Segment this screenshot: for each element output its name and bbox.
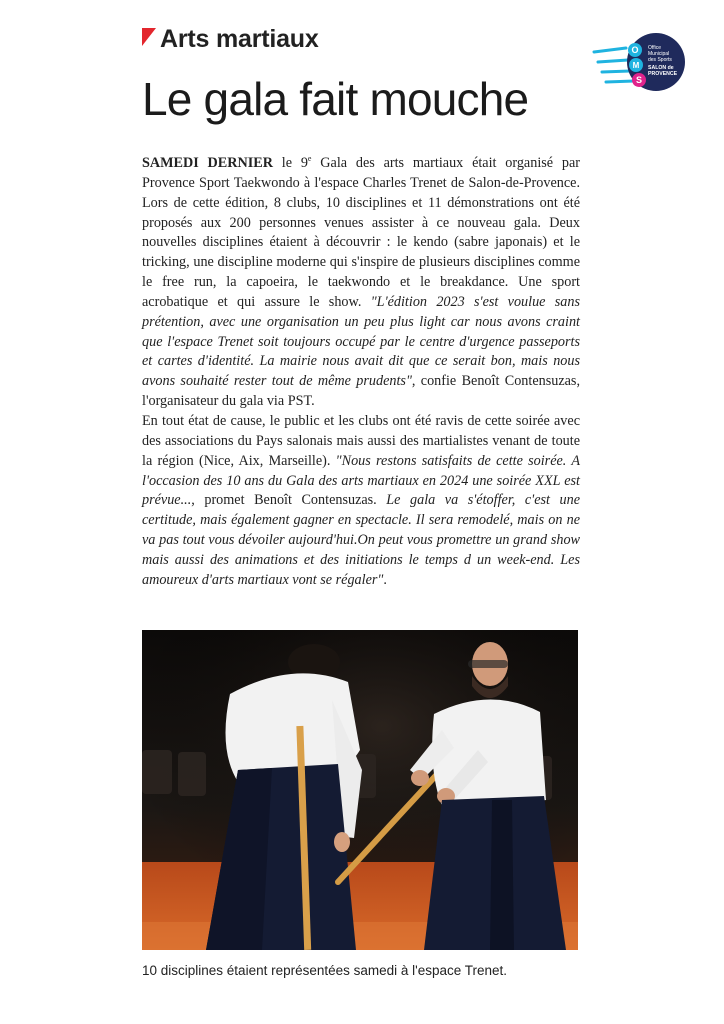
- logo-line-2: Municipal: [648, 51, 670, 57]
- photo-caption: 10 disciplines étaient représentées samedi à l'espace Trenet.: [142, 963, 508, 978]
- article-text: En tout état de cause, le public et les clubs ont été ravis de cette soirée avec des associations du Pays salonais mais aussi des martialistes venant de toute la région (Nice, Aix, Marseille).: [142, 412, 580, 469]
- article-quote: Le gala va s'étoffer, c'est une certitude, mais également gagner en spectacle. Il sera remodelé, mais on ne va pas tout vous dévoiler aujourd'hui.On peut vous promettre un grand show mais aussi des animations et des initiations le temps d un week-end. Les amoureux d'arts martiaux vont se régaler": [142, 492, 580, 588]
- article-quote: "L'édition 2023 s'est voulue sans prétention, avec une organisation un peu plus light car nous avons craint que l'espace Trenet soit toujours occupé par le centre d'urgence passeports et cartes d'identité. La mairie nous avait dit que ce serait bon, mais nous avons souhaité rester tout de même prudents": [142, 293, 581, 390]
- article-paragraph-1: [142, 154, 580, 412]
- logo-line-1: Office: [648, 45, 661, 51]
- section-header: [142, 24, 319, 54]
- logo-letter-m: M: [632, 61, 640, 70]
- oms-logo-graphic: [592, 30, 688, 94]
- logo-letter-s: S: [635, 75, 643, 85]
- section-marker-icon: [142, 28, 156, 46]
- article-text: le 9: [272, 155, 308, 171]
- photo-illustration: [142, 630, 578, 950]
- article-text: , confie Benoît Contensuzas, l'organisateur du gala via PST.: [142, 373, 580, 410]
- section-title: Arts martiaux: [160, 24, 319, 53]
- article-text: Gala des arts martiaux était organisé par Provence Sport Taekwondo à l'espace Charles Trenet de Salon-de-Provence. Lors de cette édition, 8 clubs, 10 disciplines et 11 démonstrations ont été proposés aux 200 personnes venues assister à ce nouveau gala. Deux nouvelles disciplines étaient à découvrir : le kendo (sabre japonais) et le tricking, une discipline moderne qui s'inspire de plusieurs disciplines comme le free run, la capoeira, le taekwondo et le breakdance. Une sport acrobatique et qui assure le show.: [142, 155, 580, 310]
- article-quote: "Nous restons satisfaits de cette soirée. A l'occasion des 10 ans du Gala des arts martiaux en 2024 une soirée XXL est prévue...: [142, 452, 580, 509]
- oms-logo: [592, 30, 688, 94]
- logo-line-4: SALON de: [648, 65, 674, 71]
- aikido-demonstration-photo: [142, 630, 578, 950]
- logo-line-3: des Sports: [648, 57, 672, 63]
- logo-letter-o: O: [631, 45, 639, 55]
- logo-line-5: PROVENCE: [648, 71, 678, 77]
- headline: Le gala fait mouche: [142, 73, 529, 125]
- article-text: .: [383, 571, 387, 588]
- article-body: [142, 154, 580, 591]
- article-text: , promet Benoît Contensuzas.: [191, 492, 387, 509]
- article-lead: SAMEDI DERNIER: [142, 155, 273, 171]
- ordinal-superscript: e: [307, 154, 312, 163]
- article-paragraph-2: [142, 412, 580, 591]
